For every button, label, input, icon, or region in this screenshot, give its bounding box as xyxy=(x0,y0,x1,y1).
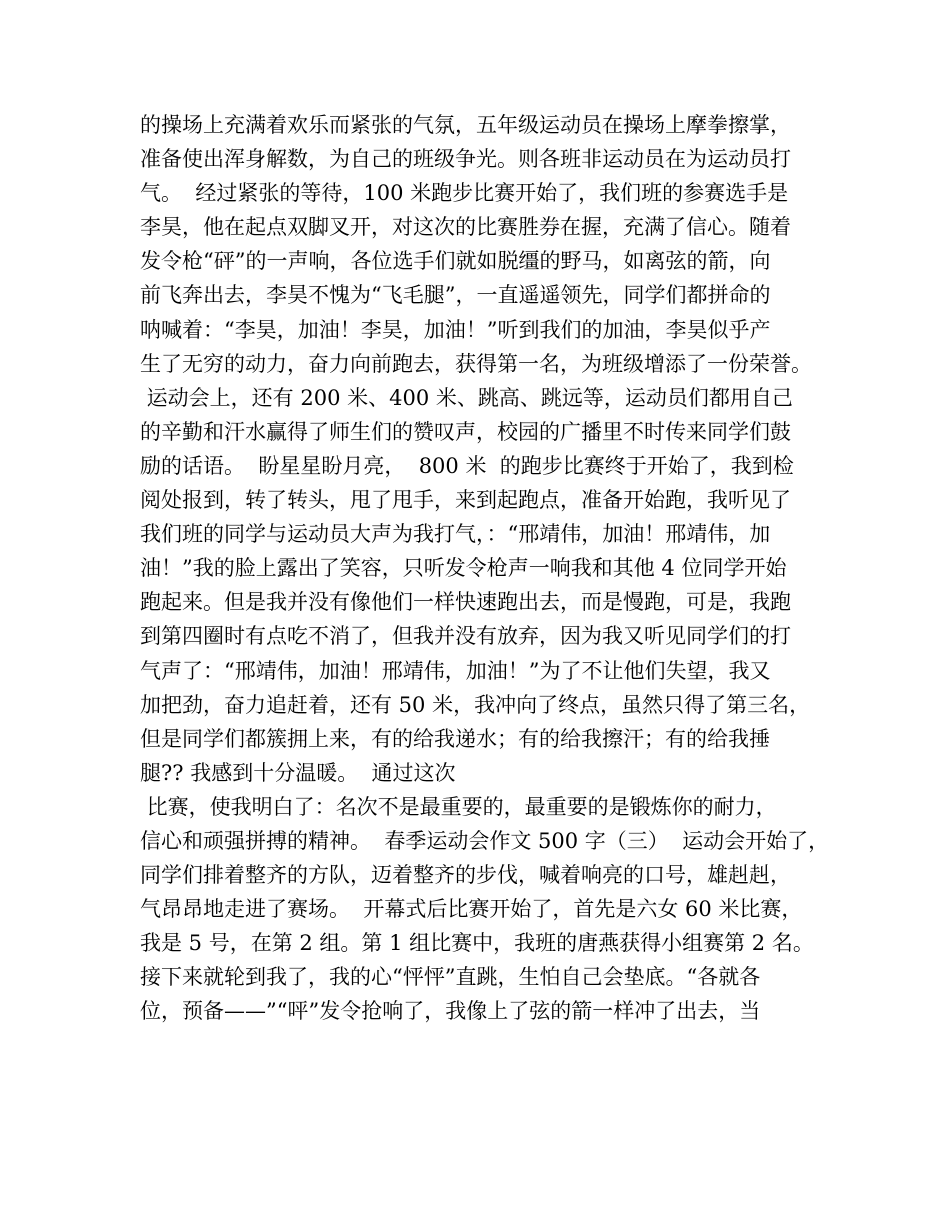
text-line: 跑起来。但是我并没有像他们一样快速跑出去，而是慢跑，可是，我跑 xyxy=(140,590,791,615)
text-line: 的辛勤和汗水赢得了师生们的赞叹声，校园的广播里不时传来同学们鼓 xyxy=(140,419,791,444)
text-line: 阅处报到，转了转头，甩了甩手，来到起跑点，准备开始跑，我听见了 xyxy=(140,488,791,513)
text-line: 准备使出浑身解数，为自己的班级争光。则各班非运动员在为运动员打 xyxy=(140,147,791,172)
text-line: 的操场上充满着欢乐而紧张的气氛，五年级运动员在操场上摩拳擦掌， xyxy=(140,113,791,137)
text-line: 呐喊着：“李昊，加油！李昊，加油！”听到我们的加油，李昊似乎产 xyxy=(140,317,771,342)
text-line: 但是同学们都簇拥上来，有的给我递水；有的给我擦汗；有的给我捶 xyxy=(140,726,770,751)
text-line: 同学们排着整齐的方队，迈着整齐的步伐，喊着响亮的口号，雄赳赳， xyxy=(140,863,791,888)
text-line: 到第四圈时有点吃不消了，但我并没有放弃，因为我又听见同学们的打 xyxy=(140,624,791,649)
text-line: 气声了：“邢靖伟，加油！邢靖伟，加油！”为了不让他们失望，我又 xyxy=(140,658,771,683)
text-line: 气昂昂地走进了赛场。 开幕式后比赛开始了，首先是六女 60 米比赛， xyxy=(140,897,803,922)
text-line: 腿?? 我感到十分温暖。 通过这次 xyxy=(140,760,456,785)
text-line: 位，预备——”“呯”发令抢响了，我像上了弦的箭一样冲了出去，当 xyxy=(140,999,761,1024)
text-line: 励的话语。 盼星星盼月亮， 800 米 的跑步比赛终于开始了，我到检 xyxy=(140,453,794,478)
text-line: 前飞奔出去，李昊不愧为“飞毛腿”，一直遥遥领先，同学们都拼命的 xyxy=(140,283,771,308)
text-line: 比赛，使我明白了：名次不是最重要的，最重要的是锻炼你的耐力， xyxy=(140,794,777,819)
text-line: 我是 5 号，在第 2 组。第 1 组比赛中，我班的唐燕获得小组赛第 2 名。 xyxy=(140,931,814,956)
body-text xyxy=(140,108,840,1029)
text-line: 接下来就轮到我了，我的心“怦怦”直跳，生怕自己会垫底。“各就各 xyxy=(140,965,761,990)
text-line: 运动会上，还有 200 米、400 米、跳高、跳远等，运动员们都用自己 xyxy=(140,385,793,410)
text-line: 我们班的同学与运动员大声为我打气，：“邢靖伟，加油！邢靖伟，加 xyxy=(140,522,771,547)
text-line: 加把劲，奋力追赶着，还有 50 米，我冲向了终点，虽然只得了第三名， xyxy=(140,692,811,717)
text-line: 油！”我的脸上露出了笑容，只听发令枪声一响我和其他 4 位同学开始 xyxy=(140,556,787,581)
text-line: 信心和顽强拼搏的精神。 春季运动会作文 500 字（三） 运动会开始了， xyxy=(140,828,830,853)
text-line: 发令枪“砰”的一声响，各位选手们就如脱缰的野马，如离弦的箭，向 xyxy=(140,249,771,274)
text-line: 气。 经过紧张的等待，100 米跑步比赛开始了，我们班的参赛选手是 xyxy=(140,181,789,206)
text-line: 李昊，他在起点双脚叉开，对这次的比赛胜券在握，充满了信心。随着 xyxy=(140,215,791,240)
text-line: 生了无穷的动力，奋力向前跑去，获得第一名，为班级增添了一份荣誉。 xyxy=(140,351,812,376)
